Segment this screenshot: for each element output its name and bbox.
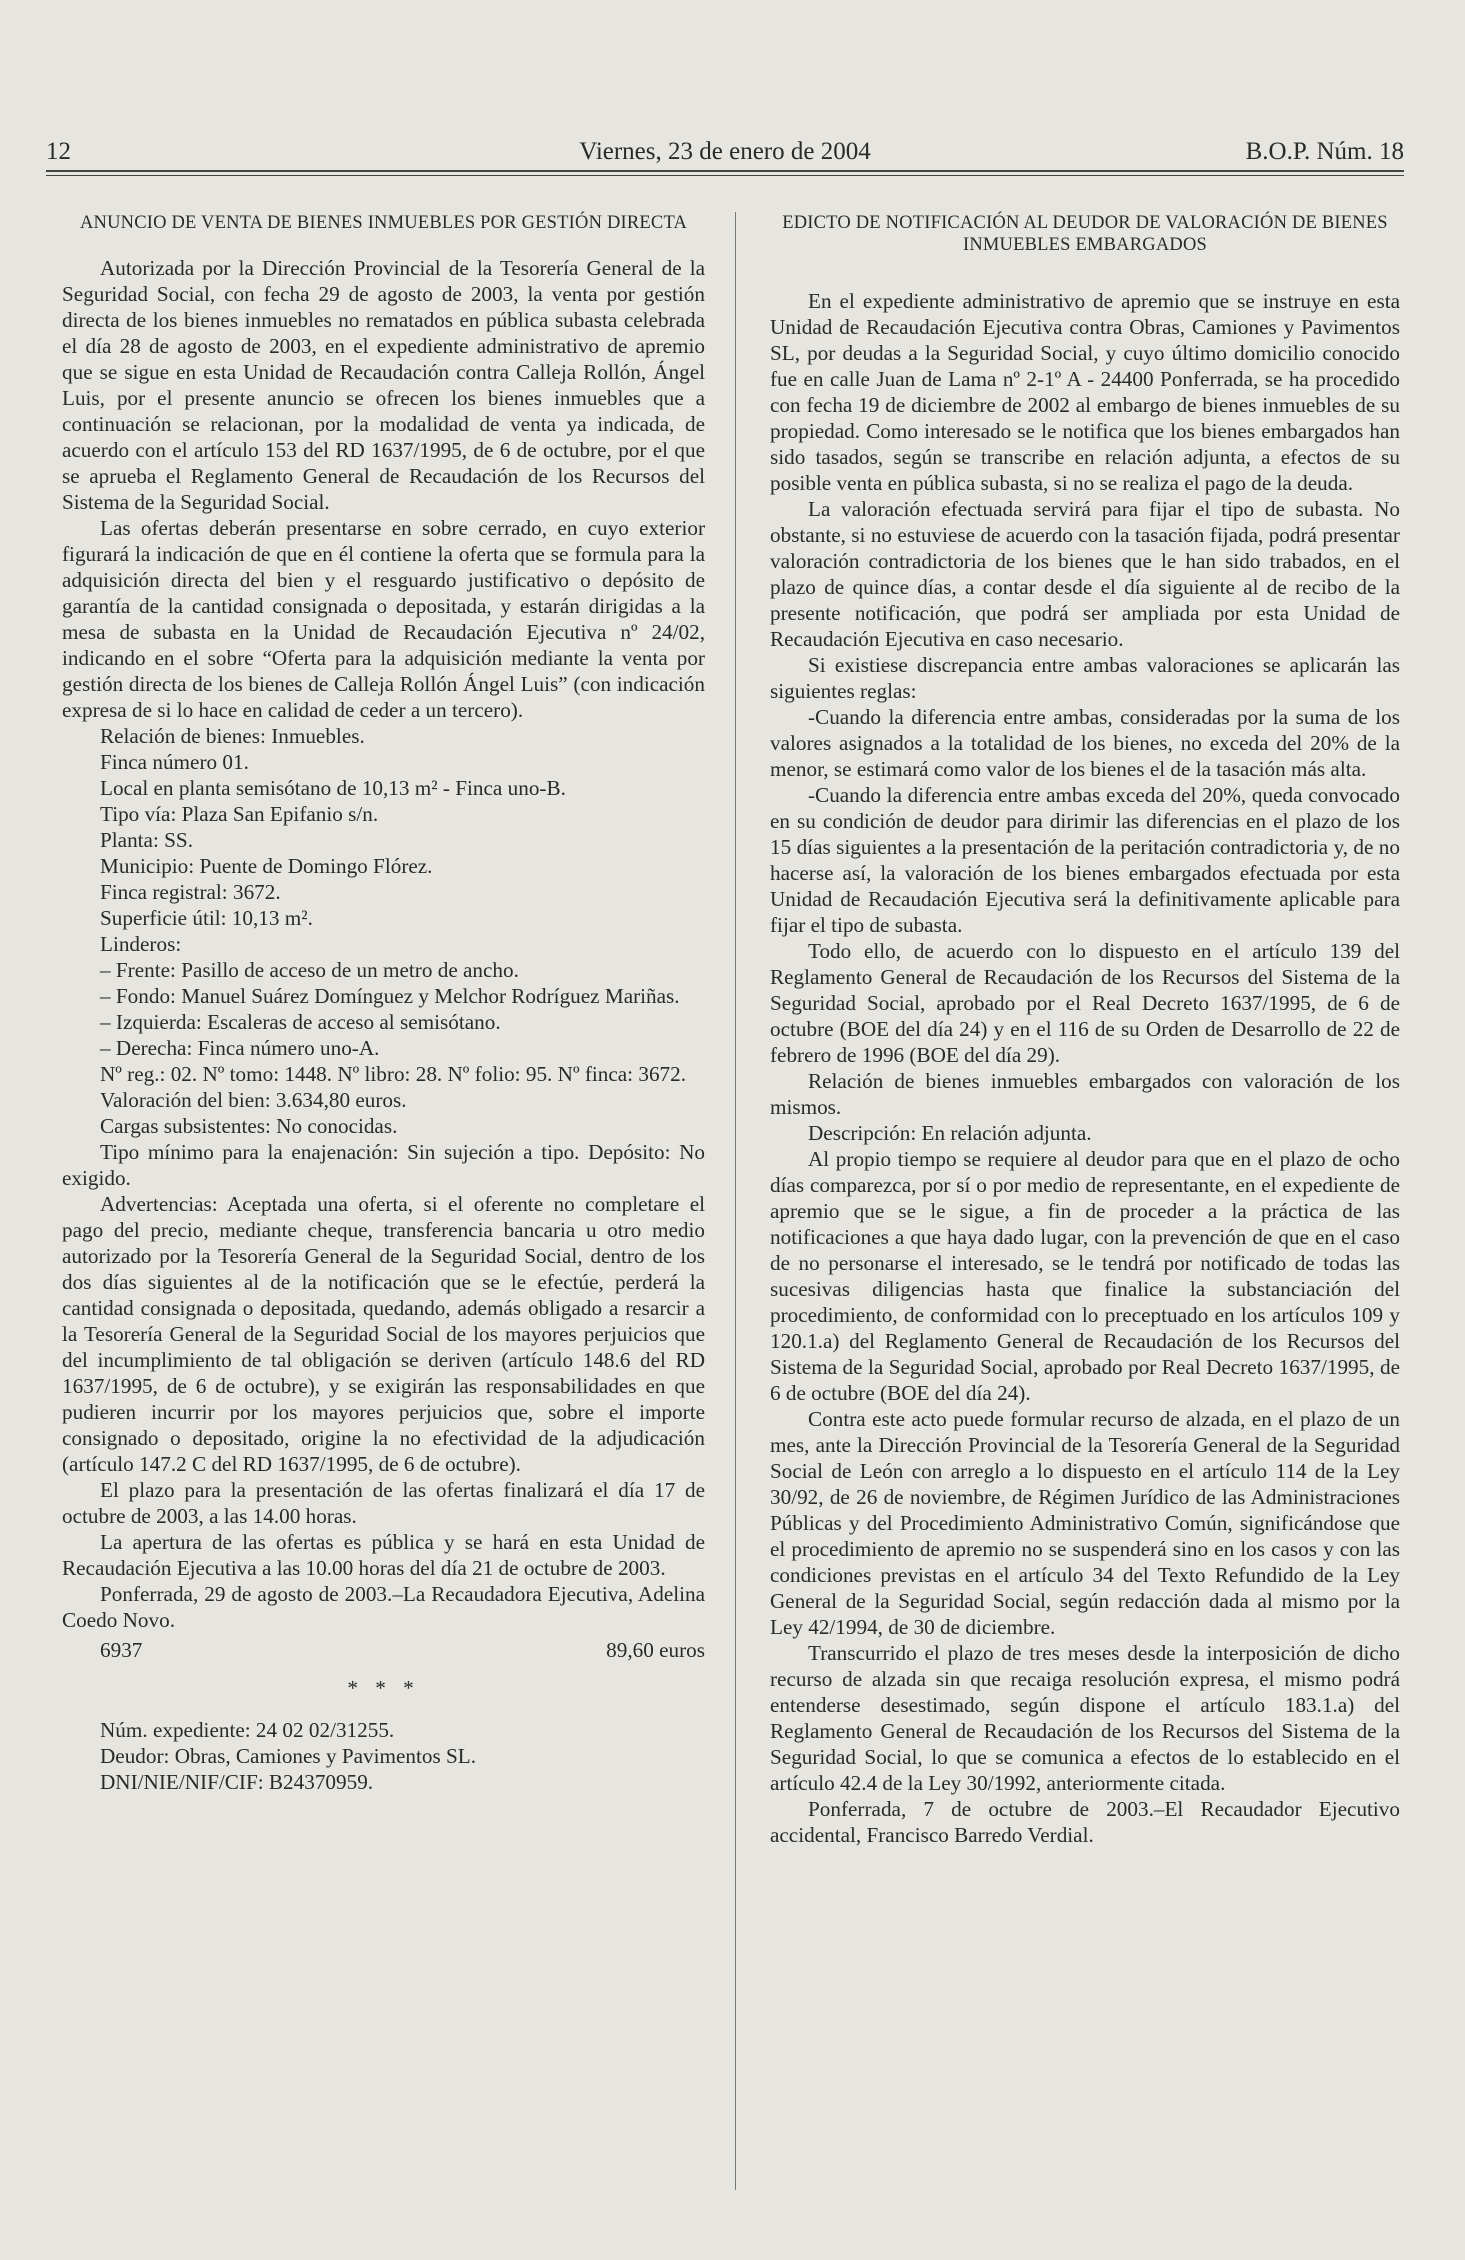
left-column (62, 212, 705, 1795)
detail-line: Tipo vía: Plaza San Epifanio s/n. (100, 802, 379, 826)
paragraph: Al propio tiempo se requiere al deudor para que en el plazo de ocho días comparezca, por sí o por medio de representante, en el expediente de apremio que se le sigue, a fin de proceder a la práctica de las notificaciones a que haya dado lugar, con la prevención de que en el caso de no personarse el interesado, se le tendrá por notificado de todas las sucesivas diligencias hasta que finalice la substanciación del procedimiento, de conformidad con lo preceptuado en los artículos 109 y 120.1.a) del Reglamento General de Recaudación de los Recursos del Sistema de la Seguridad Social, aprobado por Real Decreto 1637/1995, de 6 de octubre (BOE del día 24). (770, 1147, 1400, 1405)
fee-amount: 89,60 euros (606, 1638, 705, 1662)
edict-title: EDICTO DE NOTIFICACIÓN AL DEUDOR DE VALORACIÓN DE BIENES INMUEBLES EMBARGADOS (782, 213, 1388, 255)
detail-line: Valoración del bien: 3.634,80 euros. (100, 1088, 407, 1112)
paragraph: La valoración efectuada servirá para fijar el tipo de subasta. No obstante, si no estuviese de acuerdo con la tasación fijada, podrá presentar valoración contradictoria de los bienes que le han sido trabados, en el plazo de quince días, a contar desde el día siguiente al de recibo de la presente notificación, que podrá ser ampliada por esta Unidad de Recaudación Ejecutiva en caso necesario. (770, 497, 1400, 651)
paragraph: Advertencias: Aceptada una oferta, si el oferente no completare el pago del precio, mediante cheque, transferencia bancaria u otro medio autorizado por la Tesorería General de la Seguridad Social, dentro de los dos días siguientes al de la notificación que se le efectúe, perderá la cantidad consignada o depositada, quedando, además obligado a resarcir a la Tesorería General de la Seguridad Social de los mayores perjuicios que del incumplimiento de tal obligación se deriven (artículo 148.6 del RD 1637/1995, de 6 de octubre), y se exigirán las responsabilidades en que pudieren incurrir por los mayores perjuicios que, sobre el importe consignado o depositado, origine la no efectividad de la adjudicación (artículo 147.2 C del RD 1637/1995, de 6 de octubre). (62, 1192, 705, 1476)
section-separator: * * * (347, 1676, 420, 1700)
detail-line: – Fondo: Manuel Suárez Domínguez y Melchor Rodríguez Mariñas. (100, 984, 680, 1008)
detail-line: Linderos: (100, 932, 182, 956)
detail-line: Tipo mínimo para la enajenación: Sin sujeción a tipo. Depósito: No exigido. (62, 1140, 705, 1190)
issue-date: Viernes, 23 de enero de 2004 (579, 138, 871, 165)
signature: Ponferrada, 29 de agosto de 2003.–La Recaudadora Ejecutiva, Adelina Coedo Novo. (62, 1582, 705, 1632)
paragraph: Descripción: En relación adjunta. (808, 1121, 1092, 1145)
page-header (46, 132, 1404, 172)
detail-line: Nº reg.: 02. Nº tomo: 1448. Nº libro: 28. Nº folio: 95. Nº finca: 3672. (100, 1062, 687, 1086)
paragraph: El plazo para la presentación de las ofertas finalizará el día 17 de octubre de 2003, a las 14.00 horas. (62, 1478, 705, 1528)
paragraph: Las ofertas deberán presentarse en sobre cerrado, en cuyo exterior figurará la indicación de que en él contiene la oferta que se formula para la adquisición directa del bien y el resguardo justificativo o depósito de garantía de la cantidad consignada o depositada, y estarán dirigidas a la mesa de subasta en la Unidad de Recaudación Ejecutiva nº 24/02, indicando en el sobre “Oferta para la adquisición mediante la venta por gestión directa de los bienes de Calleja Rollón Ángel Luis” (con indicación expresa de si lo hace en calidad de ceder a un tercero). (62, 516, 705, 722)
detail-line: Cargas subsistentes: No conocidas. (100, 1114, 398, 1138)
detail-line: Planta: SS. (100, 828, 194, 852)
tax-id: DNI/NIE/NIF/CIF: B24370959. (100, 1770, 374, 1794)
paragraph: -Cuando la diferencia entre ambas exceda del 20%, queda convocado en su condición de deudor para dirimir las diferencias en el plazo de los 15 días siguientes a la presentación de la peritación contradictoria y, de no hacerse así, la valoración de los bienes embargados efectuada por esta Unidad de Recaudación Ejecutiva será la definitivamente aplicable para fijar el tipo de subasta. (770, 783, 1400, 937)
paragraph: Transcurrido el plazo de tres meses desde la interposición de dicho recurso de alzada sin que recaiga resolución expresa, el mismo podrá entenderse desestimado, según dispone el artículo 183.1.a) del Reglamento General de Recaudación de los Recursos del Sistema de la Seguridad Social, lo que se comunica a efectos de lo establecido en el artículo 42.4 de la Ley 30/1992, anteriormente citada. (770, 1641, 1400, 1795)
property-details-2 (62, 1009, 705, 1139)
detail-line: Finca número 01. (100, 750, 249, 774)
detail-line: Finca registral: 3672. (100, 880, 281, 904)
signature: Ponferrada, 7 de octubre de 2003.–El Recaudador Ejecutivo accidental, Francisco Barredo Verdial. (770, 1797, 1400, 1847)
detail-line: Local en planta semisótano de 10,13 m² - Finca uno-B. (100, 776, 566, 800)
detail-line: – Frente: Pasillo de acceso de un metro de ancho. (100, 958, 519, 982)
paragraph: Relación de bienes inmuebles embargados con valoración de los mismos. (770, 1069, 1400, 1119)
header-rule (46, 170, 1404, 172)
bulletin-number: B.O.P. Núm. 18 (1245, 138, 1404, 165)
detail-line: Relación de bienes: Inmuebles. (100, 724, 365, 748)
detail-line: Municipio: Puente de Domingo Flórez. (100, 854, 433, 878)
column-divider (735, 212, 736, 2190)
reference-number: 6937 (100, 1638, 143, 1662)
right-column (770, 212, 1400, 1848)
paragraph: Autorizada por la Dirección Provincial de la Tesorería General de la Seguridad Social, con fecha 29 de agosto de 2003, la venta por gestión directa de los bienes inmuebles no rematados en pública subasta celebrada el día 28 de agosto de 2003, en el expediente administrativo de apremio que se sigue en esta Unidad de Recaudación contra Calleja Rollón, Ángel Luis, por el presente anuncio se ofrecen los bienes inmuebles que a continuación se relacionan, por la modalidad de venta ya indicada, de acuerdo con el artículo 153 del RD 1637/1995, de 6 de octubre, por el que se aprueba el Reglamento General de Recaudación de los Recursos del Sistema de la Seguridad Social. (62, 256, 705, 514)
paragraph: Contra este acto puede formular recurso de alzada, en el plazo de un mes, ante la Dirección Provincial de la Tesorería General de la Seguridad Social de León con arreglo a lo dispuesto en el artículo 114 de la Ley 30/92, de 26 de noviembre, de Régimen Jurídico de las Administraciones Públicas y del Procedimiento Administrativo Común, significándose que el procedimiento de apremio no se suspenderá sino en los casos y con las condiciones previstas en el artículo 34 del Texto Refundido de la Ley General de la Seguridad Social, según redacción dada al mismo por la Ley 42/1994, de 30 de diciembre. (770, 1407, 1400, 1639)
property-details (62, 723, 705, 983)
detail-line: – Izquierda: Escaleras de acceso al semisótano. (100, 1010, 501, 1034)
paragraph: En el expediente administrativo de apremio que se instruye en esta Unidad de Recaudación Ejecutiva contra Obras, Camiones y Pavimentos SL, por deudas a la Seguridad Social, y cuyo último domicilio conocido fue en calle Juan de Lama nº 2-1º A - 24400 Ponferrada, se ha procedido con fecha 19 de diciembre de 2002 al embargo de bienes inmuebles de su propiedad. Como interesado se le notifica que los bienes embargados han sido tasados, según se transcribe en relación adjunta, a efectos de su posible venta en pública subasta, si no se realiza el pago de la deuda. (770, 289, 1400, 495)
case-info (62, 1717, 705, 1795)
detail-line: Superficie útil: 10,13 m². (100, 906, 313, 930)
paragraph: Todo ello, de acuerdo con lo dispuesto en el artículo 139 del Reglamento General de Recaudación de los Recursos del Sistema de la Seguridad Social, aprobado por el Real Decreto 1637/1995, de 6 de octubre (BOE del día 24) y en el 116 de su Orden de Desarrollo de 22 de febrero de 1996 (BOE del día 29). (770, 939, 1400, 1067)
paragraph: La apertura de las ofertas es pública y se hará en esta Unidad de Recaudación Ejecutiva a las 10.00 horas del día 21 de octubre de 2003. (62, 1530, 705, 1580)
page-number: 12 (46, 138, 71, 165)
detail-line: – Derecha: Finca número uno-A. (100, 1036, 380, 1060)
paragraph: -Cuando la diferencia entre ambas, consideradas por la suma de los valores asignados a la totalidad de los bienes, no exceda del 20% de la menor, se estimará como valor de los bienes el de la tasación más alta. (770, 705, 1400, 781)
paragraph: Si existiese discrepancia entre ambas valoraciones se aplicarán las siguientes reglas: (770, 653, 1400, 703)
header-rule-thin (46, 175, 1404, 176)
fee-row (62, 1637, 705, 1663)
announcement-title: ANUNCIO DE VENTA DE BIENES INMUEBLES POR GESTIÓN DIRECTA (79, 213, 688, 233)
case-number: Núm. expediente: 24 02 02/31255. (100, 1718, 395, 1742)
debtor-name: Deudor: Obras, Camiones y Pavimentos SL. (100, 1744, 477, 1768)
